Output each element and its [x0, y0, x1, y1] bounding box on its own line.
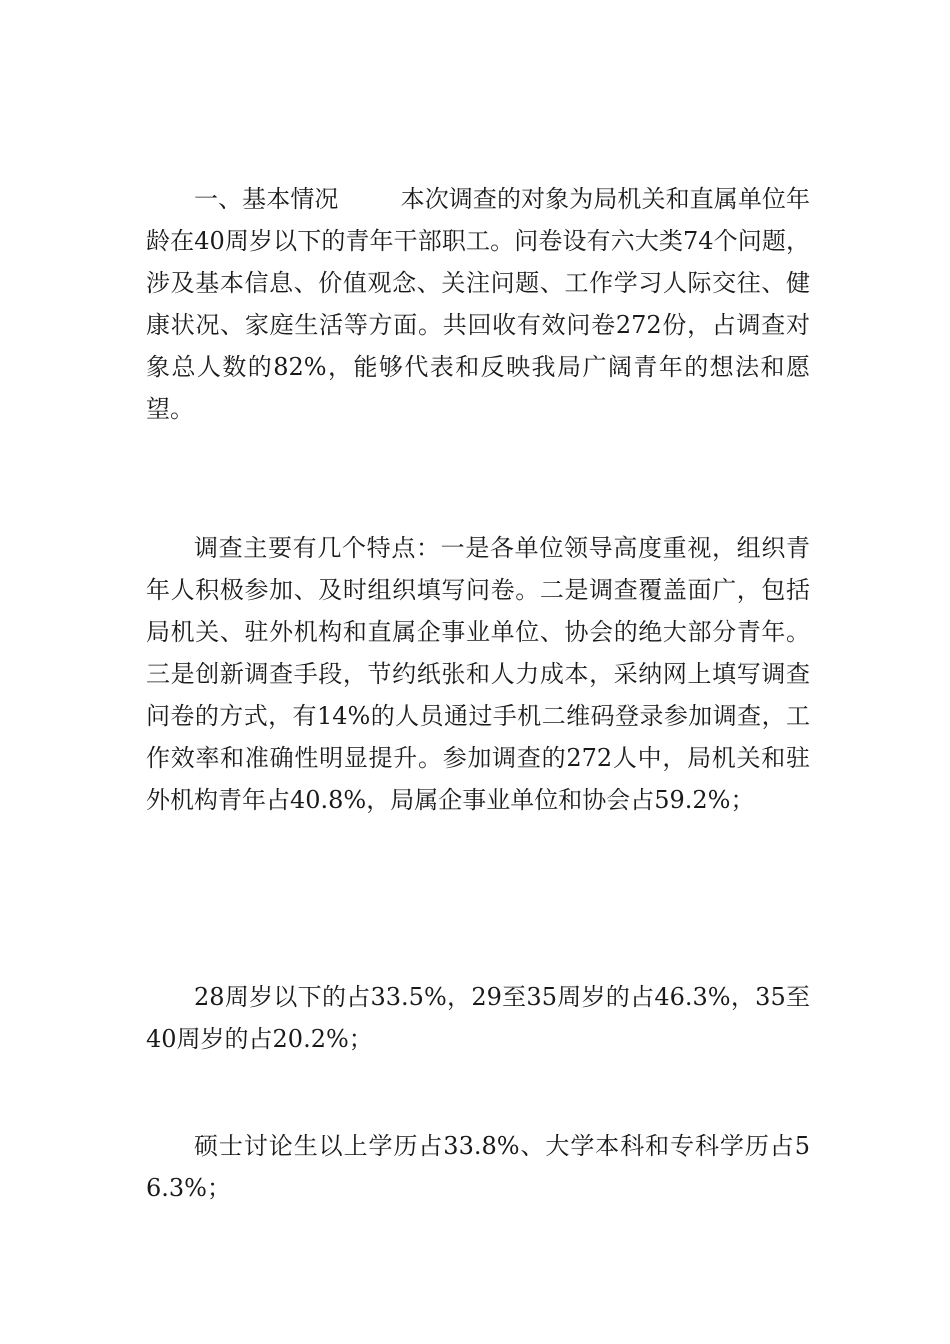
- paragraph-basic-situation: [146, 178, 810, 430]
- section-heading: 一、基本情况: [194, 185, 339, 213]
- paragraph-age-distribution: 28周岁以下的占33.5%，29至35周岁的占46.3%，35至40周岁的占20.2%；: [146, 983, 810, 1053]
- paragraph-education-distribution: 硕士讨论生以上学历占33.8%、大学本科和专科学历占56.3%；: [146, 1132, 810, 1202]
- paragraph-text: 本次调查的对象为局机关和直属单位年龄在40周岁以下的青年干部职工。问卷设有六大类74个问题，涉及基本信息、价值观念、关注问题、工作学习人际交往、健康状况、家庭生活等方面。共回收有效问卷272份，占调查对象总人数的82%，能够代表和反映我局广阔青年的想法和愿望。: [146, 185, 811, 423]
- paragraph-survey-features: 调查主要有几个特点：一是各单位领导高度重视，组织青年人积极参加、及时组织填写问卷。二是调查覆盖面广，包括局机关、驻外机构和直属企事业单位、协会的绝大部分青年。三是创新调查手段，节约纸张和人力成本，采纳网上填写调查问卷的方式，有14%的人员通过手机二维码登录参加调查，工作效率和准确性明显提升。参加调查的272人中，局机关和驻外机构青年占40.8%，局属企事业单位和协会占59.2%；: [146, 534, 810, 814]
